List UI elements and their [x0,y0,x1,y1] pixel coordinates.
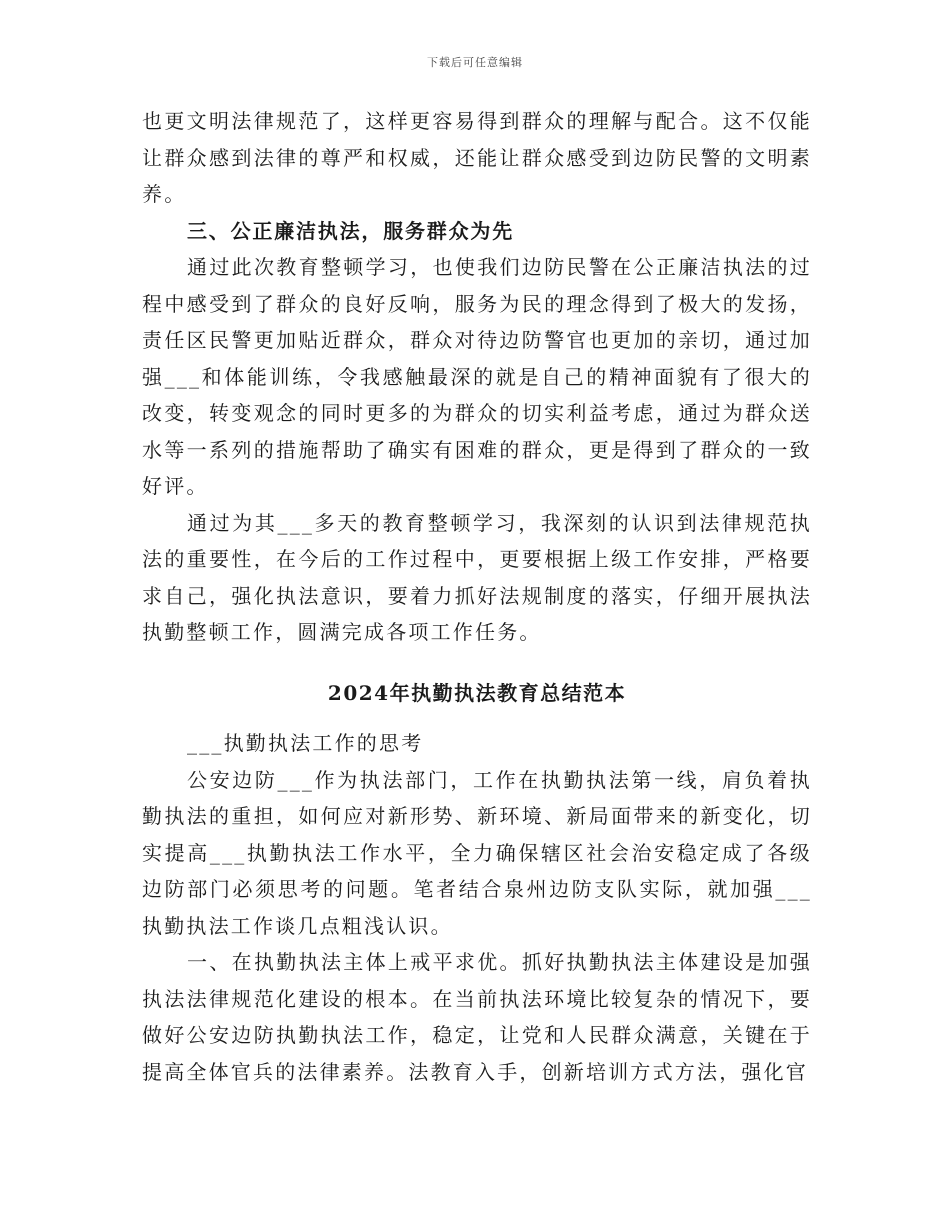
document-title: 2024年执勤执法教育总结范本 [327,680,627,705]
body-paragraph-1: 通过此次教育整顿学习，也使我们边防民警在公正廉洁执法的过程中感受到了群众的良好反响，服务为民的理念得到了极大的发扬，责任区民警更加贴近群众，群众对待边防警官也更加的亲切，通过加强___和体能训练，令我感触最深的就是自己的精神面貌有了很大的改变，转变观念的同时更多的为群众的切实利益考虑，通过为群众送水等一系列的措施帮助了确实有困难的群众，更是得到了群众的一致好评。 [142,255,812,498]
page-header: 下载后可任意编辑 [427,56,523,69]
body-paragraph-3: 公安边防___作为执法部门，工作在执勤执法第一线，肩负着执勤执法的重担，如何应对新形势、新环境、新局面带来的新变化，切实提高___执勤执法工作水平，全力确保辖区社会治安稳定成了各级边防部门必须思考的问题。笔者结合泉州边防支队实际，就加强___执勤执法工作谈几点粗浅认识。 [142,767,812,938]
document-subtitle: ___执勤执法工作的思考 [187,731,424,755]
body-paragraph-2: 通过为其___多天的教育整顿学习，我深刻的认识到法律规范执法的重要性，在今后的工作过程中，更要根据上级工作安排，严格要求自己，强化执法意识，要着力抓好法规制度的落实，仔细开展执法执勤整顿工作，圆满完成各项工作任务。 [142,510,812,644]
continuation-paragraph: 也更文明法律规范了，这样更容易得到群众的理解与配合。这不仅能让群众感到法律的尊严和权威，还能让群众感受到边防民警的文明素养。 [142,109,812,206]
section-heading: 三、公正廉洁执法，服务群众为先 [187,218,514,243]
body-paragraph-4: 一、在执勤执法主体上戒平求优。抓好执勤执法主体建设是加强执法法律规范化建设的根本。在当前执法环境比较复杂的情况下，要做好公安边防执勤执法工作，稳定，让党和人民群众满意，关键在于提高全体官兵的法律素养。法教育入手，创新培训方式方法，强化官 [142,950,812,1084]
document-body [142,103,812,1090]
